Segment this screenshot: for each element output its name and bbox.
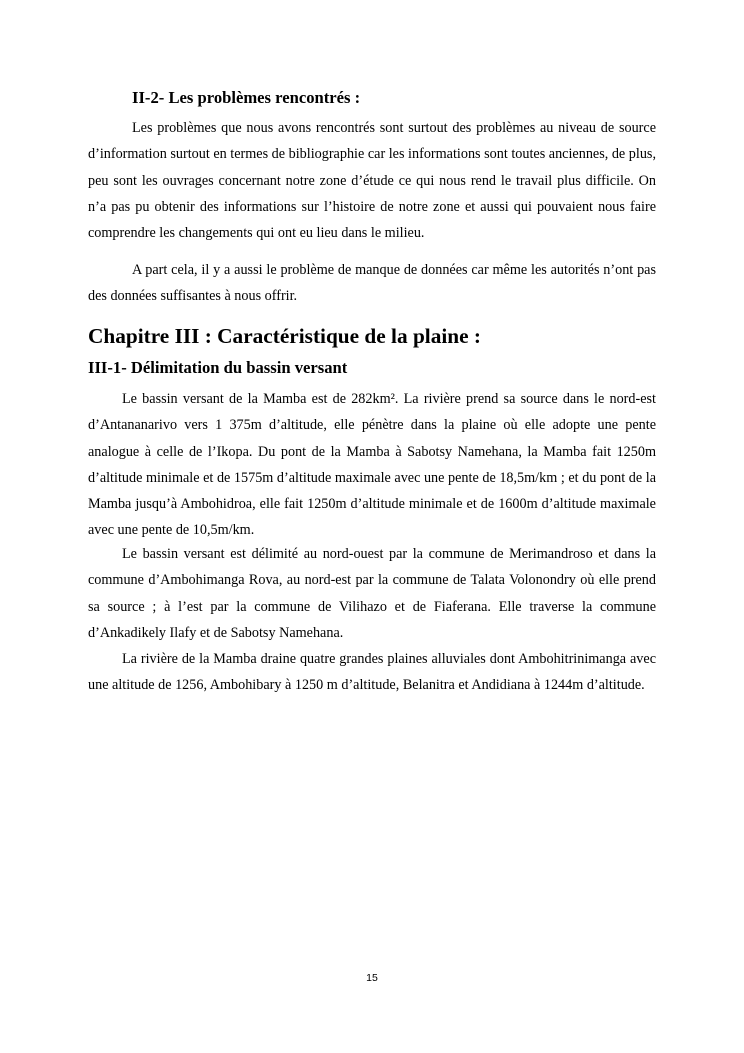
paragraph-watershed-boundaries: Le bassin versant est délimité au nord-ouest par la commune de Merimandroso et dans la commune d’Ambohimanga Rova, au nord-est par la commune de Talata Volonondry où elle prend sa source ; à l’est par la commune de Vilihazo et de Fiaferana. Elle traverse la commune d’Ankadikely Ilafy et de Sabotsy Namehana.: [88, 546, 656, 641]
paragraph-lack-of-data: A part cela, il y a aussi le problème de manque de données car même les autorités n’ont pas des données suffisantes à nous offrir.: [88, 262, 656, 305]
paragraph-alluvial-plains: La rivière de la Mamba draine quatre grandes plaines alluviales dont Ambohitrinimanga avec une altitude de 1256, Ambohibary à 1250 m d’altitude, Belanitra et Andidiana à 1244m d’altitude.: [88, 651, 656, 694]
chapter-heading-iii: Chapitre III : Caractéristique de la plaine :: [88, 324, 481, 348]
section-heading-iii-1: III-1- Délimitation du bassin versant: [88, 358, 348, 377]
page-number: 15: [366, 972, 378, 984]
paragraph-problems: Les problèmes que nous avons rencontrés sont surtout des problèmes au niveau de source d’information surtout en termes de bibliographie car les informations sont toutes anciennes, de plus, peu sont les ouvrages concernant notre zone d’étude ce qui nous rend le travail plus difficile. On n’a pas pu obtenir des informations sur l’histoire de notre zone et aussi qui pouvaient nous faire comprendre les changements qui ont eu lieu dans le milieu.: [88, 120, 656, 242]
paragraph-watershed-area: Le bassin versant de la Mamba est de 282km². La rivière prend sa source dans le nord-est d’Antananarivo vers 1 375m d’altitude, elle pénètre dans la plaine où elle adopte une pente analogue à celle de l’Ikopa. Du pont de la Mamba à Sabotsy Namehana, la Mamba fait 1250m d’altitude minimale et de 1575m d’altitude maximale avec une pente de 18,5m/km ; et du pont de la Mamba jusqu’à Ambohidroa, elle fait 1250m d’altitude minimale et de 1600m d’altitude maximale avec une pente de 10,5m/km.: [88, 391, 656, 539]
section-heading-ii-2: II-2- Les problèmes rencontrés :: [132, 88, 361, 107]
